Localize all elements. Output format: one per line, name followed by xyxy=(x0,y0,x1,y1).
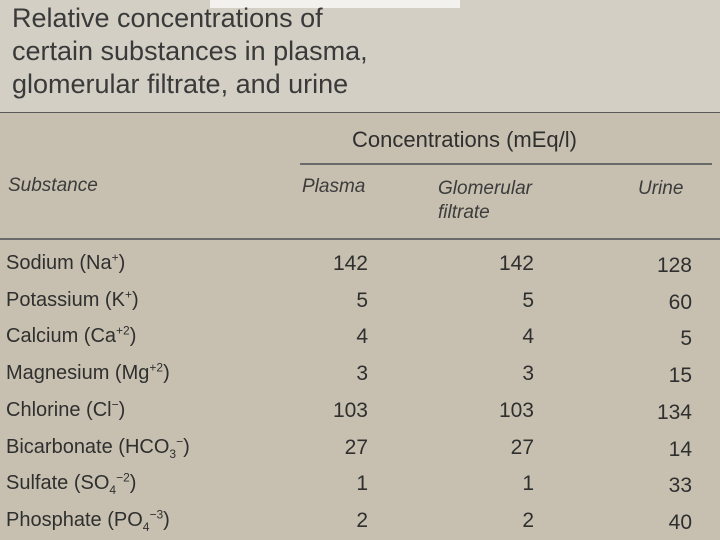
header-bottom-rule xyxy=(0,238,720,240)
plasma-value: 103 xyxy=(332,398,368,422)
plasma-column-header: Plasma xyxy=(302,176,366,197)
urine-value: 14 xyxy=(668,437,692,461)
row-label-text: Sulfate (SO xyxy=(6,472,110,495)
plasma-value: 142 xyxy=(332,252,368,275)
row-label xyxy=(6,399,125,422)
row-label-text: Calcium (Ca xyxy=(6,325,117,348)
row-label-charge: + xyxy=(111,250,119,265)
row-label-text: Bicarbonate (HCO xyxy=(6,435,170,458)
row-label-subscript: 4 xyxy=(109,483,117,498)
row-label-close-paren: ) xyxy=(129,472,137,495)
plasma-value: 3 xyxy=(356,362,368,386)
filtrate-value: 103 xyxy=(498,398,534,422)
urine-value: 128 xyxy=(656,254,692,277)
row-label-close-paren: ) xyxy=(131,288,139,311)
substance-column-header: Substance xyxy=(8,175,98,196)
row-label xyxy=(6,470,137,498)
filtrate-column-header-line2: filtrate xyxy=(438,202,490,223)
row-label-text: Phosphate (PO xyxy=(6,508,143,531)
row-label-subscript: 4 xyxy=(142,519,150,534)
urine-value: 15 xyxy=(668,364,692,388)
urine-value: 40 xyxy=(668,510,692,534)
row-label xyxy=(6,509,170,532)
row-label-text: Potassium (K xyxy=(6,288,125,311)
urine-value: 33 xyxy=(668,474,692,498)
title-line-2: certain substances in plasma, xyxy=(12,36,368,66)
filtrate-value: 2 xyxy=(522,508,534,532)
row-label xyxy=(6,325,136,348)
filtrate-value: 1 xyxy=(522,472,534,496)
row-label-close-paren: ) xyxy=(183,435,190,458)
urine-value: 60 xyxy=(668,290,692,314)
row-label-charge: − xyxy=(176,433,184,448)
title-line-1: Relative concentrations of xyxy=(12,3,323,33)
filtrate-value: 3 xyxy=(522,362,534,386)
row-label-close-paren: ) xyxy=(163,508,170,531)
filtrate-value: 142 xyxy=(498,252,534,275)
plasma-value: 1 xyxy=(356,472,368,496)
row-label xyxy=(6,433,190,461)
plasma-value: 27 xyxy=(344,435,368,459)
filtrate-value: 27 xyxy=(510,435,534,459)
table-title xyxy=(12,2,702,101)
row-label-charge: −2 xyxy=(116,470,130,485)
plasma-value: 5 xyxy=(356,288,368,312)
row-label-text: Chlorine (Cl xyxy=(6,398,112,421)
filtrate-value: 4 xyxy=(522,325,534,349)
row-label-close-paren: ) xyxy=(129,325,137,348)
filtrate-column-header-line1: Glomerular xyxy=(438,178,532,199)
row-label-charge: −3 xyxy=(149,507,164,522)
filtrate-value: 5 xyxy=(522,288,534,312)
concentration-table xyxy=(0,112,720,540)
urine-value: 134 xyxy=(656,400,692,424)
concentrations-group-header: Concentrations (mEq/l) xyxy=(352,127,577,152)
row-label xyxy=(6,289,139,312)
title-line-3: glomerular filtrate, and urine xyxy=(12,69,349,99)
title-area xyxy=(0,0,720,112)
row-label-text: Magnesium (Mg xyxy=(6,362,150,385)
urine-value: 5 xyxy=(680,327,692,351)
row-label-subscript: 3 xyxy=(169,446,177,461)
row-label-close-paren: ) xyxy=(118,252,126,274)
urine-column-header: Urine xyxy=(638,178,684,199)
table-top-rule xyxy=(0,112,720,113)
row-label xyxy=(6,362,170,385)
row-label-charge: + xyxy=(124,287,132,302)
row-label-charge: +2 xyxy=(149,360,164,375)
row-label xyxy=(6,252,125,275)
row-label-close-paren: ) xyxy=(163,362,170,385)
row-label-text: Sodium (Na xyxy=(6,252,112,274)
row-label-charge: +2 xyxy=(116,323,130,338)
plasma-value: 2 xyxy=(356,508,368,532)
row-label-charge: − xyxy=(111,397,119,412)
row-label-close-paren: ) xyxy=(118,398,126,421)
plasma-value: 4 xyxy=(356,325,368,349)
group-header-rule xyxy=(300,163,712,165)
